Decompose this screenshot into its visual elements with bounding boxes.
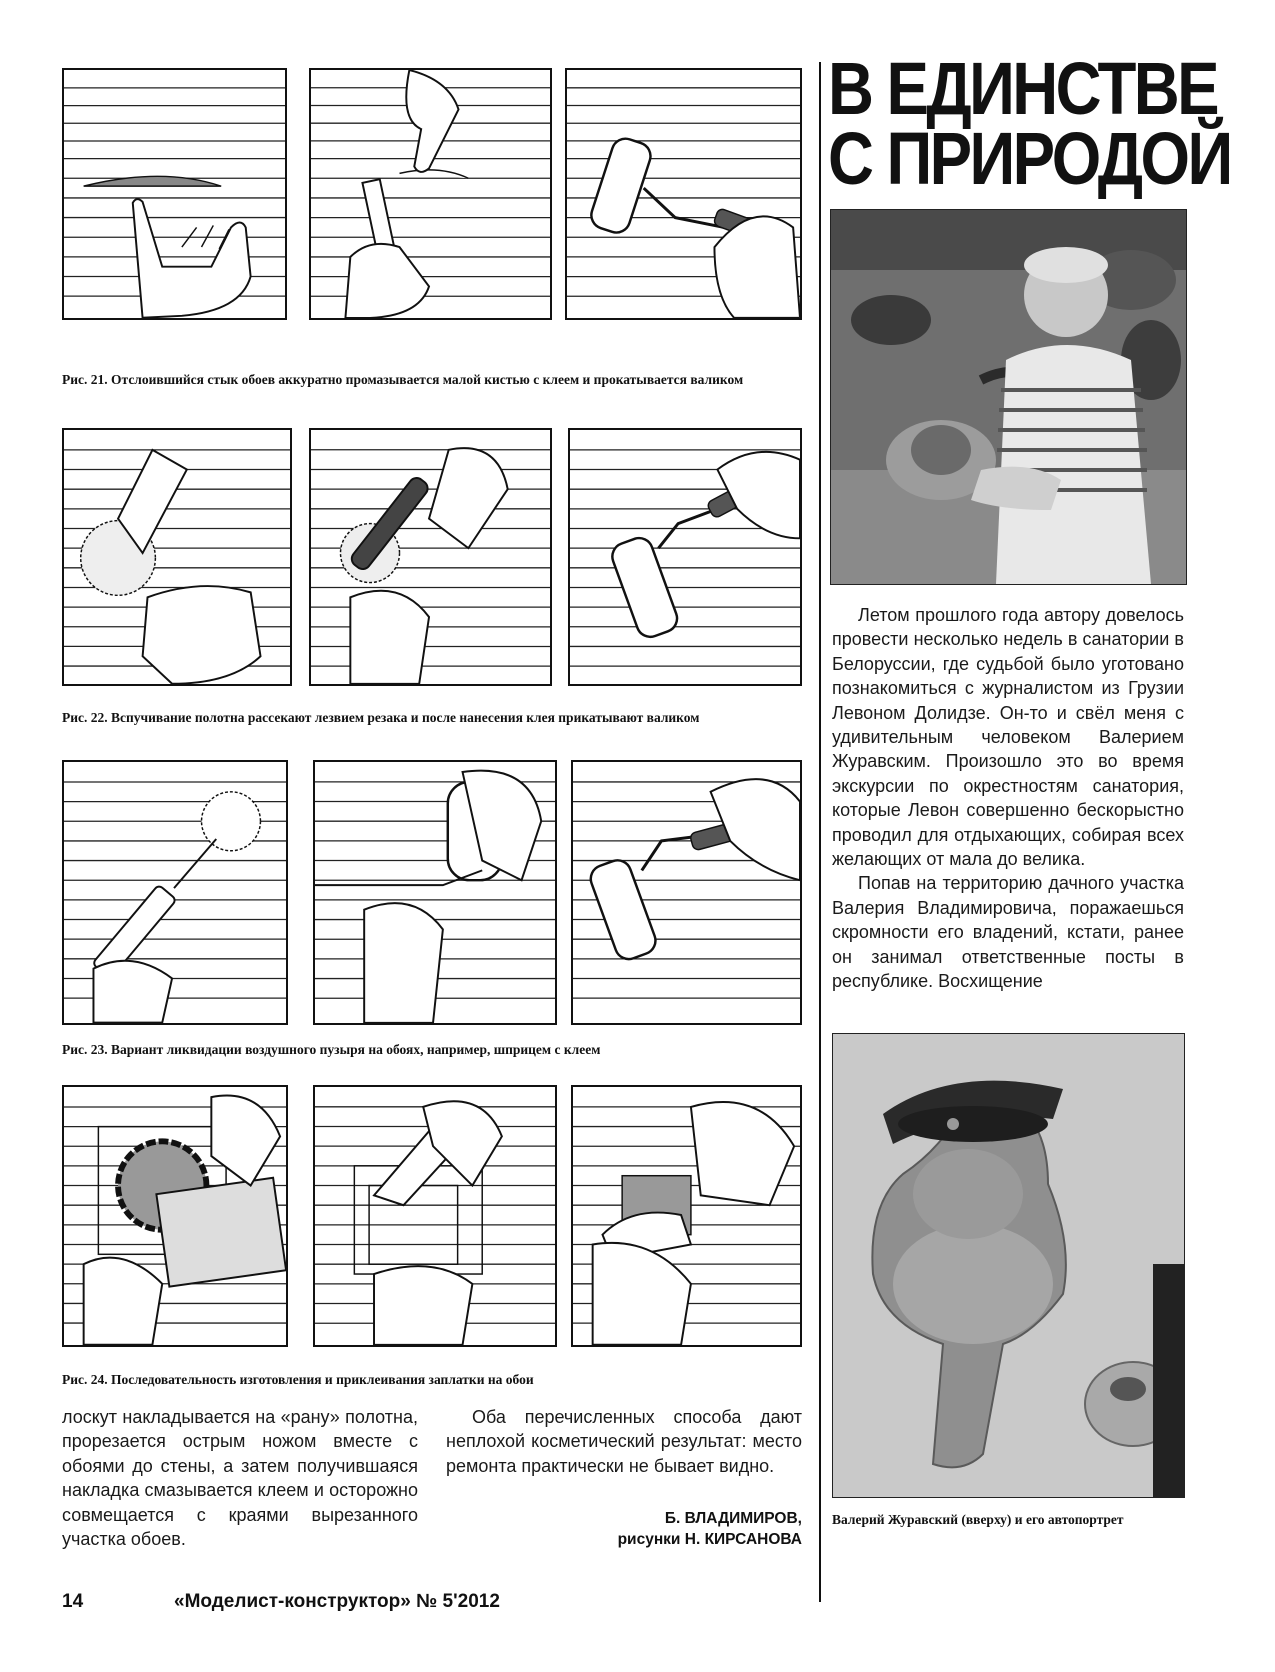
fig22-drawing-3 <box>570 430 800 684</box>
left-column-1-text: лоскут накладывается на «рану» полотна, прорезается острым ножом вместе с обоями до стены, а затем получившаяся накладка смазывается клеем и осторожно совмещается с краями вырезанного участка обоев. <box>62 1407 418 1550</box>
illustrator-name: рисунки Н. КИРСАНОВА <box>617 1531 802 1548</box>
fig24-panel-3 <box>571 1085 802 1347</box>
fig21-caption: Рис. 21. Отслоившийся стык обоев аккуратно промазывается малой кистью с клеем и прокатывается валиком <box>62 372 744 387</box>
right-article-text <box>832 603 1184 994</box>
fig21-panel-3 <box>565 68 802 320</box>
left-column-2-text: Оба перечисленных способа дают неплохой косметический результат: место ремонта практически не бывает видно. <box>446 1407 802 1476</box>
article-title-line-1: В ЕДИНСТВЕ <box>828 47 1217 130</box>
fig24-panel-1 <box>62 1085 288 1347</box>
article-title <box>828 47 1231 200</box>
left-article-column-2 <box>446 1405 802 1478</box>
fig21-panel-2 <box>309 68 552 320</box>
column-divider <box>819 62 821 1602</box>
author-name: Б. ВЛАДИМИРОВ, <box>664 1510 802 1527</box>
magazine-issue: «Моделист-конструктор» № 5'2012 <box>174 1591 500 1612</box>
fig22-panel-3 <box>568 428 802 686</box>
right-paragraph-1: Летом прошлого года автору довелось провести несколько недель в санатории в Белоруссии, где судьбой было уготовано познакомиться с журналистом из Грузии Левоном Долидзе. Он-то и свёл меня с удивительным человеком Валерием Журавским. Произошло это во время экскурсии по окрестностям санатория, которые Левон совершенно бескорыстно проводил для отдыхающих, собирая всех желающих от мала до велика. <box>832 605 1184 870</box>
fig24-panel-2 <box>313 1085 557 1347</box>
fig22-drawing-1 <box>64 430 290 684</box>
fig21-drawing-3 <box>567 70 800 318</box>
fig23-panel-2 <box>313 760 557 1025</box>
sculpture-photo-image <box>833 1034 1184 1497</box>
portrait-photo-image <box>831 210 1186 584</box>
fig23-drawing-1 <box>64 762 286 1023</box>
article-title-line-2: С ПРИРОДОЙ <box>828 117 1231 200</box>
sculpture-caption: Валерий Журавский (вверху) и его автопортрет <box>832 1512 1124 1527</box>
left-article-column-1 <box>62 1405 418 1551</box>
fig24-drawing-2 <box>315 1087 555 1345</box>
page-number: 14 <box>62 1591 84 1612</box>
fig24-caption: Рис. 24. Последовательность изготовления и приклеивания заплатки на обои <box>62 1372 534 1387</box>
portrait-photo <box>830 209 1187 585</box>
fig23-panel-3 <box>571 760 802 1025</box>
fig21-drawing-1 <box>64 70 285 318</box>
fig21-panel-1 <box>62 68 287 320</box>
fig23-caption: Рис. 23. Вариант ликвидации воздушного пузыря на обоях, например, шприцем с клеем <box>62 1042 601 1057</box>
fig22-panel-2 <box>309 428 552 686</box>
fig22-caption: Рис. 22. Вспучивание полотна рассекают лезвием резака и после нанесения клея прикатывают валиком <box>62 710 700 725</box>
sculpture-photo <box>832 1033 1185 1498</box>
fig23-drawing-2 <box>315 762 555 1023</box>
fig21-drawing-2 <box>311 70 550 318</box>
article-signature <box>446 1508 802 1550</box>
fig22-drawing-2 <box>311 430 550 684</box>
fig23-panel-1 <box>62 760 288 1025</box>
fig24-drawing-3 <box>573 1087 800 1345</box>
fig24-drawing-1 <box>64 1087 286 1345</box>
fig22-panel-1 <box>62 428 292 686</box>
right-paragraph-2: Попав на территорию дачного участка Валерия Владимировича, поражаешься скромности его владений, кстати, ранее он занимал ответственные посты в республике. Восхищение <box>832 873 1184 992</box>
fig23-drawing-3 <box>573 762 800 1023</box>
